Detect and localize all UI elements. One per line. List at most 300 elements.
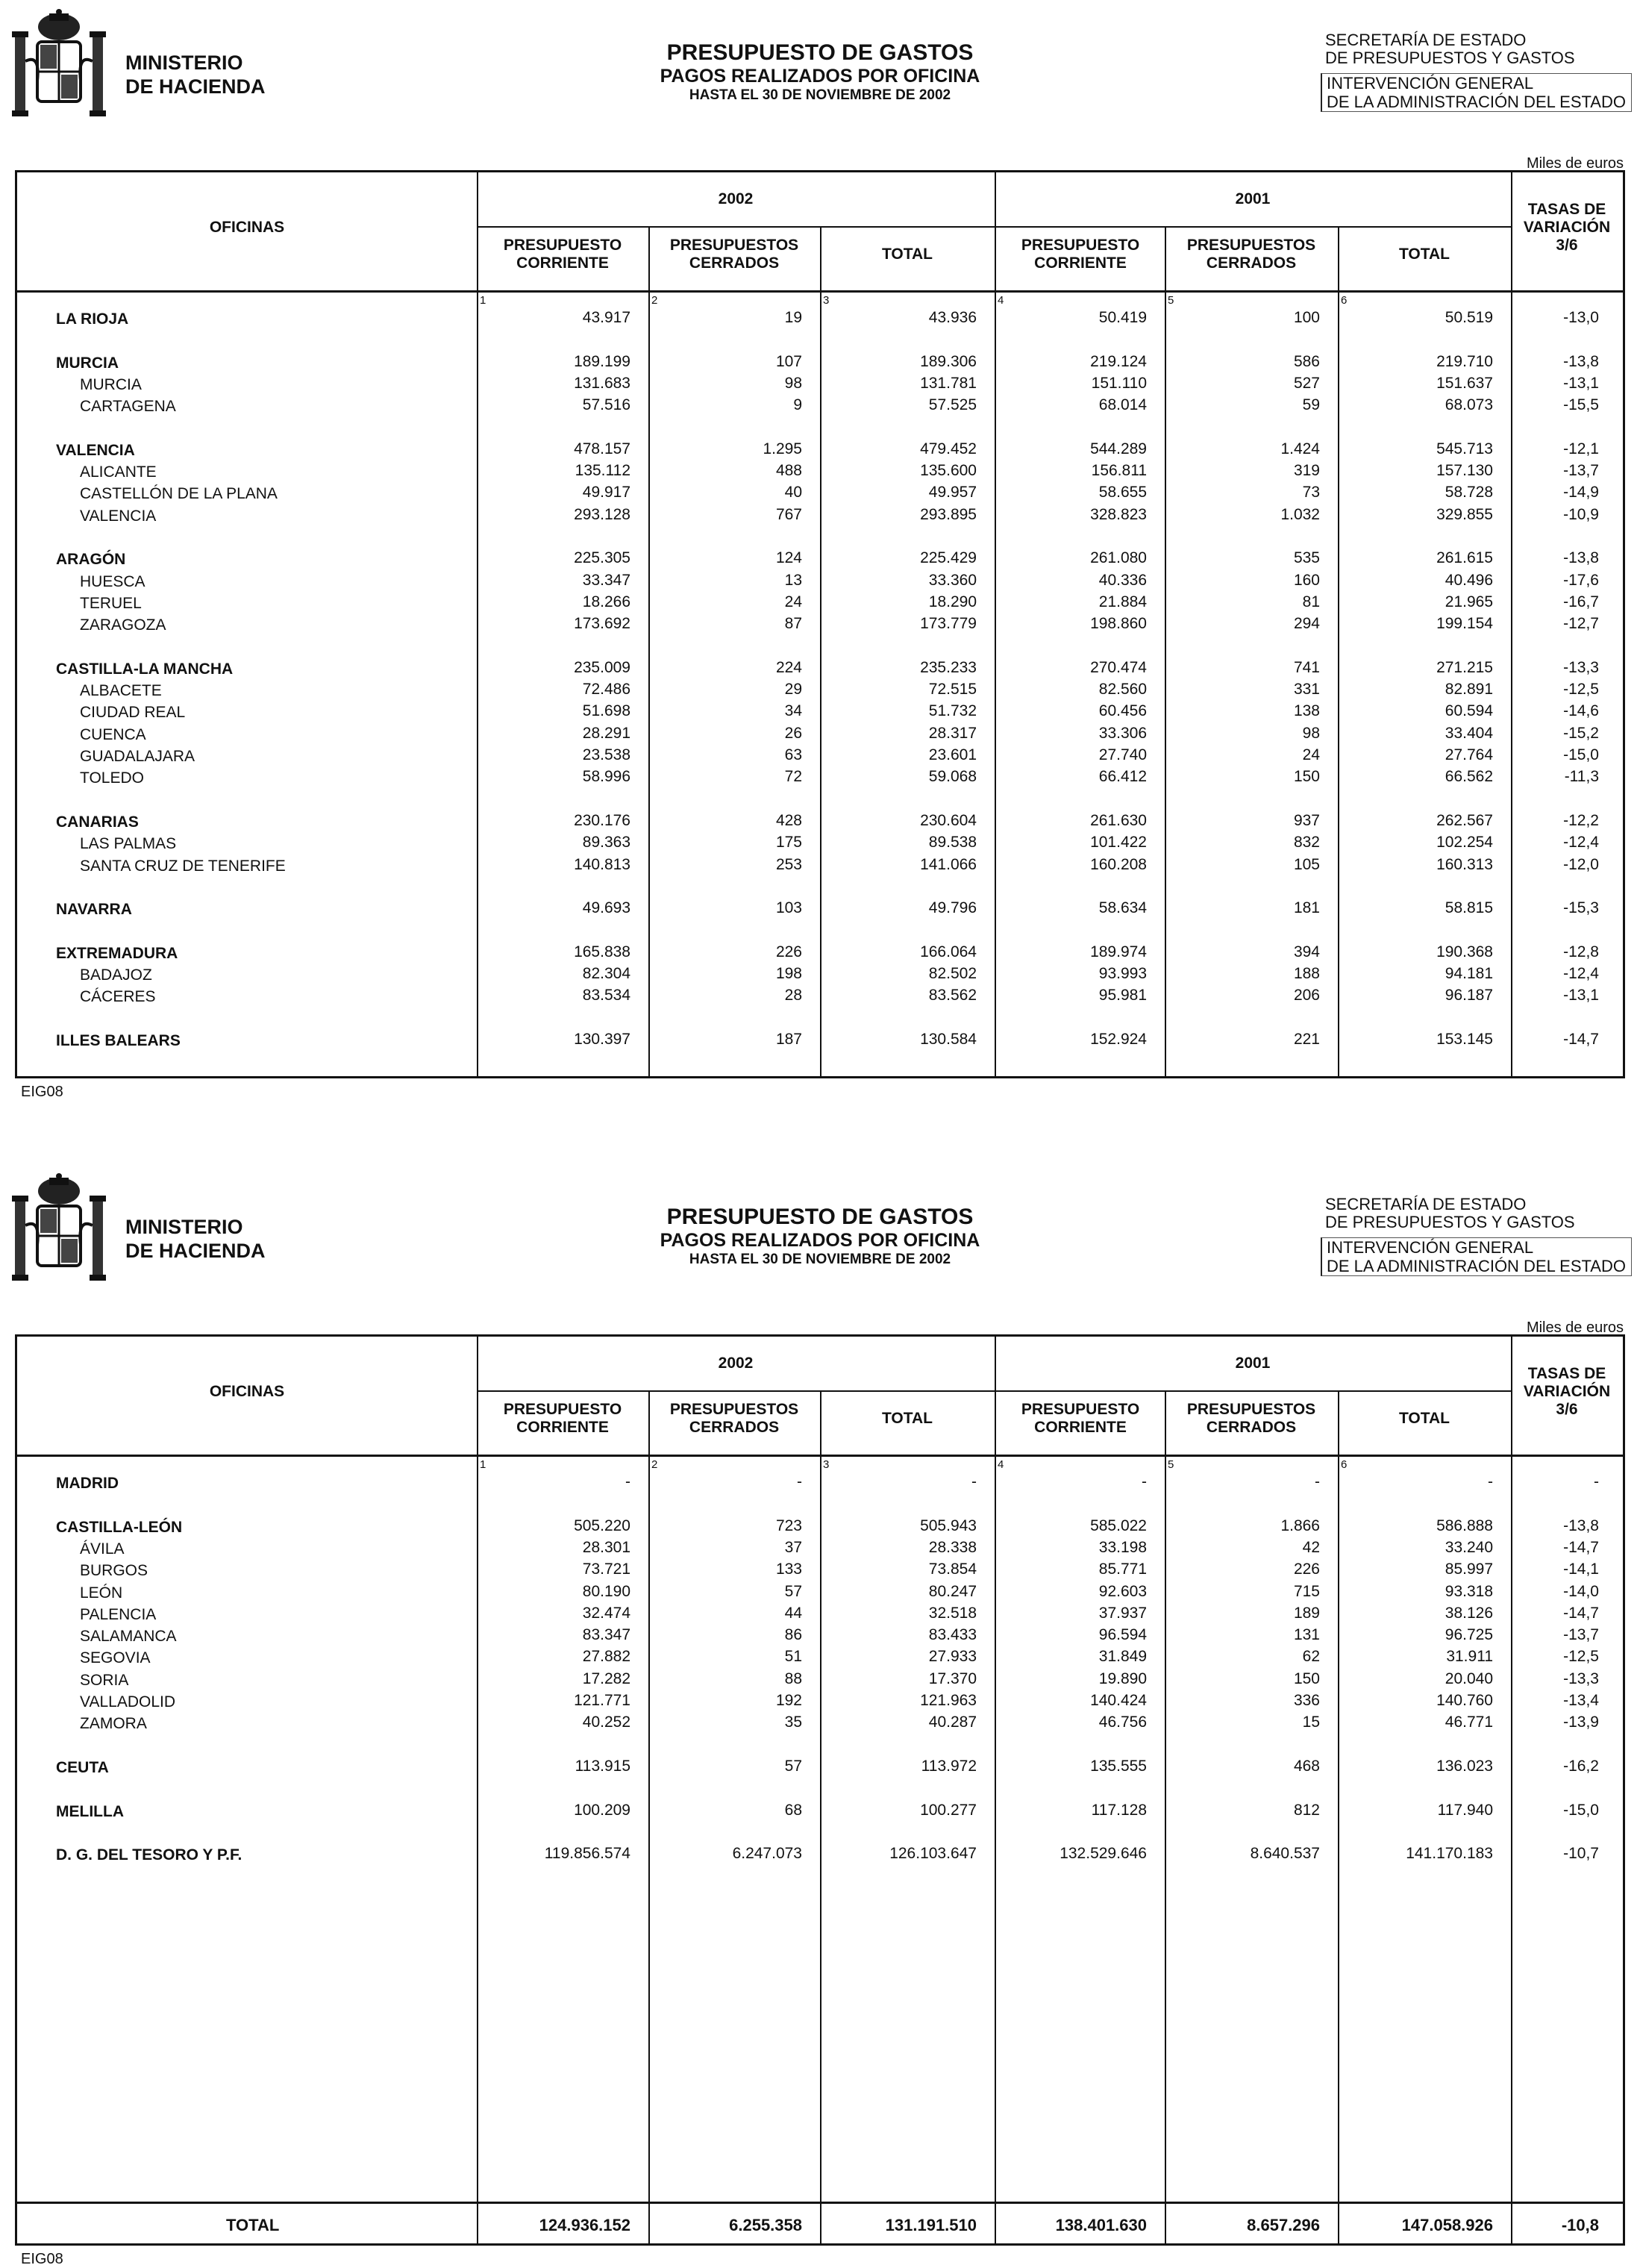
cell-value: 198	[775, 965, 802, 982]
cell-value: 767	[775, 505, 802, 523]
cell-value: 28.291	[582, 724, 630, 742]
cell-value: 121.771	[574, 1692, 630, 1709]
cell-value: 42	[1302, 1538, 1320, 1556]
cell-value: -14,7	[1563, 1604, 1599, 1622]
header-pres-corriente-2002: PRESUPUESTO CORRIENTE	[503, 1401, 622, 1436]
cell-value: -10,9	[1563, 505, 1599, 523]
cell-value: 31.911	[1446, 1648, 1493, 1666]
cell-value: 51.732	[928, 702, 977, 720]
title-line-3: HASTA EL 30 DE NOVIEMBRE DE 2002	[689, 87, 951, 103]
table-row	[17, 766, 1623, 788]
cell-value: 93.993	[1098, 965, 1147, 982]
cell-value: 190.368	[1436, 943, 1493, 960]
page-2	[0, 1164, 1640, 2266]
cell-value: -14,7	[1563, 1030, 1599, 1048]
cell-value: 19.890	[1098, 1669, 1147, 1687]
cell-value: -13,1	[1563, 374, 1599, 392]
cell-value: 468	[1293, 1757, 1320, 1775]
cell-value: 165.838	[574, 943, 630, 960]
payments-table	[15, 1334, 1625, 2246]
cell-value: 80.247	[928, 1582, 977, 1600]
cell-value: 18.290	[928, 593, 977, 610]
cell-value: 230.176	[574, 811, 630, 829]
cell-value: 271.215	[1436, 658, 1493, 676]
cell-value: 152.924	[1090, 1030, 1147, 1048]
cell-value: 336	[1293, 1692, 1320, 1709]
cell-value: 105	[1293, 855, 1320, 873]
cell-value: 230.604	[920, 811, 977, 829]
cell-value: 51	[784, 1648, 802, 1666]
cell-value: 73.854	[928, 1561, 977, 1578]
total-value: 147.058.926	[1401, 2216, 1493, 2234]
table-row	[17, 1843, 1623, 1865]
cell-value: 35	[784, 1714, 802, 1731]
header-total-2002: TOTAL	[881, 246, 933, 263]
cell-value: 505.943	[920, 1516, 977, 1534]
cell-value: 221	[1293, 1030, 1320, 1048]
cell-value: 151.637	[1436, 374, 1493, 392]
office-name: CANARIAS	[56, 813, 139, 831]
col-num-1: 1	[480, 294, 486, 307]
table-row	[17, 1581, 1623, 1603]
cell-value: 140.760	[1436, 1692, 1493, 1709]
table-row	[17, 504, 1623, 526]
cell-value: 135.555	[1090, 1757, 1147, 1775]
cell-value: 83.433	[928, 1626, 977, 1644]
cell-value: 58.728	[1445, 484, 1493, 502]
header-pres-cerrados-2001: PRESUPUESTOS CERRADOS	[1186, 1401, 1316, 1436]
table-row	[17, 1029, 1623, 1051]
cell-value: 253	[775, 855, 802, 873]
header-total-2001: TOTAL	[1398, 246, 1450, 263]
cell-value: 58.655	[1098, 484, 1147, 502]
cell-value: -13,1	[1563, 987, 1599, 1005]
cell-value: 181	[1293, 899, 1320, 917]
table-row	[17, 1559, 1623, 1581]
cell-value: 88	[784, 1669, 802, 1687]
cell-value: -13,8	[1563, 352, 1599, 370]
cell-value: 86	[784, 1626, 802, 1644]
cell-value: 270.474	[1090, 658, 1147, 676]
cell-value: 28.301	[582, 1538, 630, 1556]
table-row	[17, 1472, 1623, 1493]
cell-value: 189.199	[574, 352, 630, 370]
col-num-5: 5	[1168, 1458, 1174, 1471]
header-pres-corriente-2001: PRESUPUESTO CORRIENTE	[1021, 1401, 1140, 1436]
header-tasas: TASAS DE VARIACIÓN 3/6	[1523, 1365, 1611, 1418]
cell-value: 82.560	[1098, 681, 1147, 699]
cell-value: 812	[1293, 1801, 1320, 1819]
cell-value: 1.866	[1280, 1516, 1320, 1534]
table-row	[17, 1516, 1623, 1537]
cell-value: 62	[1302, 1648, 1320, 1666]
header-pres-corriente-2002: PRESUPUESTO CORRIENTE	[503, 237, 622, 272]
cell-value: 135.600	[920, 462, 977, 480]
ministry-line-2: DE HACIENDA	[125, 75, 266, 98]
title-line-1: PRESUPUESTO DE GASTOS	[666, 1205, 974, 1229]
cell-value: 21.884	[1098, 593, 1147, 610]
table-row	[17, 592, 1623, 613]
cell-value: -	[971, 1473, 977, 1490]
cell-value: 44	[784, 1604, 802, 1622]
cell-value: 72.486	[582, 681, 630, 699]
cell-value: 57	[784, 1582, 802, 1600]
cell-value: 85.771	[1098, 1561, 1147, 1578]
cell-value: -15,5	[1563, 396, 1599, 414]
cell-value: 1.424	[1280, 440, 1320, 457]
cell-value: 117.128	[1091, 1801, 1147, 1819]
cell-value: -16,2	[1563, 1757, 1599, 1775]
header-year-2002: 2002	[718, 190, 754, 207]
cell-value: 46.756	[1098, 1714, 1147, 1731]
table-row	[17, 855, 1623, 876]
intervencion-line-1: INTERVENCIÓN GENERAL	[1327, 1238, 1534, 1257]
cell-value: 586.888	[1436, 1516, 1493, 1534]
cell-value: 126.103.647	[889, 1845, 977, 1863]
cell-value: 479.452	[920, 440, 977, 457]
cell-value: 33.306	[1098, 724, 1147, 742]
cell-value: 293.128	[574, 505, 630, 523]
secretaria-block	[1325, 31, 1575, 67]
table-row	[17, 613, 1623, 635]
cell-value: 585.022	[1090, 1516, 1147, 1534]
office-name: HUESCA	[80, 572, 145, 590]
cell-value: 173.692	[574, 615, 630, 633]
cell-value: 199.154	[1436, 615, 1493, 633]
cell-value: 219.710	[1436, 352, 1493, 370]
cell-value: -	[1488, 1473, 1493, 1490]
cell-value: -17,6	[1563, 571, 1599, 589]
cell-value: 49.693	[582, 899, 630, 917]
cell-value: 58.634	[1098, 899, 1147, 917]
table-row	[17, 1690, 1623, 1712]
cell-value: -	[797, 1473, 802, 1490]
header-pres-corriente-2001: PRESUPUESTO CORRIENTE	[1021, 237, 1140, 272]
cell-value: 103	[775, 899, 802, 917]
cell-value: 27.740	[1098, 746, 1147, 763]
cell-value: 187	[775, 1030, 802, 1048]
cell-value: 23.601	[928, 746, 977, 763]
cell-value: 132.529.646	[1060, 1845, 1147, 1863]
table-row	[17, 373, 1623, 395]
cell-value: 28.338	[928, 1538, 977, 1556]
header-year-2001: 2001	[1235, 190, 1271, 207]
table-row	[17, 1603, 1623, 1625]
cell-value: 26	[784, 724, 802, 742]
cell-value: 82.502	[928, 965, 977, 982]
secretaria-line-1: SECRETARÍA DE ESTADO	[1325, 1195, 1527, 1213]
cell-value: 224	[775, 658, 802, 676]
table-row	[17, 1646, 1623, 1668]
cell-value: 1.032	[1280, 505, 1320, 523]
office-name: ALICANTE	[80, 463, 157, 481]
cell-value: 8.640.537	[1250, 1845, 1320, 1863]
cell-value: 527	[1293, 374, 1320, 392]
cell-value: 9	[793, 396, 802, 414]
office-name: TOLEDO	[80, 769, 144, 787]
cell-value: 73.721	[582, 1561, 630, 1578]
cell-value: 157.130	[1436, 462, 1493, 480]
intervencion-line-2: DE LA ADMINISTRACIÓN DEL ESTADO	[1327, 1257, 1626, 1275]
cell-value: 98	[1302, 724, 1320, 742]
cell-value: 24	[784, 593, 802, 610]
cell-value: 937	[1293, 811, 1320, 829]
cell-value: -15,0	[1563, 746, 1599, 763]
office-name: ZARAGOZA	[80, 616, 166, 634]
cell-value: 723	[775, 1516, 802, 1534]
table-row	[17, 548, 1623, 569]
office-name: ARAGÓN	[56, 551, 126, 569]
cell-value: 83.347	[582, 1626, 630, 1644]
cell-value: 160	[1293, 571, 1320, 589]
table-row	[17, 307, 1623, 329]
cell-value: 329.855	[1436, 505, 1493, 523]
table-row	[17, 1712, 1623, 1734]
cell-value: 21.965	[1445, 593, 1493, 610]
office-name: CASTILLA-LA MANCHA	[56, 660, 234, 678]
cell-value: -14,6	[1563, 702, 1599, 720]
total-label: TOTAL	[226, 2216, 280, 2234]
title-line-2: PAGOS REALIZADOS POR OFICINA	[660, 1230, 980, 1251]
cell-value: 545.713	[1436, 440, 1493, 457]
cell-value: -15,3	[1563, 899, 1599, 917]
title-line-2: PAGOS REALIZADOS POR OFICINA	[660, 66, 980, 87]
col-num-2: 2	[651, 1458, 658, 1471]
table-row	[17, 1800, 1623, 1822]
header-year-2001: 2001	[1235, 1355, 1271, 1372]
cell-value: 40.287	[928, 1714, 977, 1731]
cell-value: 60.594	[1445, 702, 1493, 720]
cell-value: 428	[775, 811, 802, 829]
total-value: 124.936.152	[539, 2216, 630, 2234]
col-num-1: 1	[480, 1458, 486, 1471]
cell-value: 17.282	[582, 1669, 630, 1687]
cell-value: 136.023	[1436, 1757, 1493, 1775]
cell-value: 40.336	[1098, 571, 1147, 589]
cell-value: 189	[1293, 1604, 1320, 1622]
office-name: CARTAGENA	[80, 398, 176, 416]
cell-value: 113.915	[575, 1757, 630, 1775]
cell-value: 150	[1293, 1669, 1320, 1687]
cell-value: 261.080	[1090, 549, 1147, 567]
cell-value: 133	[775, 1561, 802, 1578]
cell-value: 175	[775, 834, 802, 852]
table-body	[17, 293, 1623, 1076]
cell-value: 85.997	[1445, 1561, 1493, 1578]
cell-value: 28	[784, 987, 802, 1005]
cell-value: 31.849	[1098, 1648, 1147, 1666]
cell-value: 95.981	[1098, 987, 1147, 1005]
cell-value: 50.419	[1098, 309, 1147, 326]
cell-value: 96.187	[1445, 987, 1493, 1005]
secretaria-line-2: DE PRESUPUESTOS Y GASTOS	[1325, 1213, 1575, 1231]
office-name: SORIA	[80, 1671, 129, 1689]
office-name: CEUTA	[56, 1758, 109, 1776]
cell-value: 294	[1293, 615, 1320, 633]
table-header	[17, 1337, 1623, 1457]
cell-value: 50.519	[1445, 309, 1493, 326]
cell-value: 96.594	[1098, 1626, 1147, 1644]
cell-value: 89.538	[928, 834, 977, 852]
cell-value: 51.698	[582, 702, 630, 720]
cell-value: 130.584	[920, 1030, 977, 1048]
cell-value: 33.404	[1445, 724, 1493, 742]
cell-value: 49.957	[928, 484, 977, 502]
cell-value: -13,3	[1563, 658, 1599, 676]
cell-value: 117.940	[1437, 1801, 1493, 1819]
cell-value: 226	[775, 943, 802, 960]
table-row	[17, 942, 1623, 963]
cell-value: 94.181	[1445, 965, 1493, 982]
cell-value: 100.277	[920, 1801, 977, 1819]
total-value: 8.657.296	[1247, 2216, 1320, 2234]
cell-value: 40.496	[1445, 571, 1493, 589]
office-name: MURCIA	[80, 375, 142, 393]
cell-value: -13,7	[1563, 1626, 1599, 1644]
cell-value: 715	[1293, 1582, 1320, 1600]
cell-value: 27.882	[582, 1648, 630, 1666]
cell-value: 83.534	[582, 987, 630, 1005]
col-num-6: 6	[1341, 1458, 1348, 1471]
office-name: GUADALAJARA	[80, 748, 195, 765]
header-tasas: TASAS DE VARIACIÓN 3/6	[1523, 201, 1611, 254]
cell-value: 586	[1293, 352, 1320, 370]
cell-value: 138	[1293, 702, 1320, 720]
office-name: CIUDAD REAL	[80, 704, 186, 722]
cell-value: 153.145	[1436, 1030, 1493, 1048]
total-value: 6.255.358	[729, 2216, 802, 2234]
cell-value: 131.683	[574, 374, 630, 392]
cell-value: 19	[784, 309, 802, 326]
cell-value: 832	[1293, 834, 1320, 852]
cell-value: 33.347	[582, 571, 630, 589]
cell-value: 101.422	[1090, 834, 1147, 852]
units-label: Miles de euros	[1526, 1319, 1624, 1336]
office-name: EXTREMADURA	[56, 944, 178, 962]
cell-value: 124	[775, 549, 802, 567]
table-row	[17, 1756, 1623, 1778]
table-row	[17, 570, 1623, 592]
cell-value: 235.009	[574, 658, 630, 676]
cell-value: -13,4	[1563, 1692, 1599, 1709]
cell-value: 32.474	[582, 1604, 630, 1622]
secretaria-line-2: DE PRESUPUESTOS Y GASTOS	[1325, 49, 1575, 67]
cell-value: 15	[1302, 1714, 1320, 1731]
office-name: ILLES BALEARS	[56, 1031, 181, 1049]
cell-value: 741	[1293, 658, 1320, 676]
cell-value: 119.856.574	[544, 1845, 630, 1863]
col-num-6: 6	[1341, 294, 1348, 307]
office-name: PALENCIA	[80, 1605, 157, 1623]
cell-value: 33.240	[1445, 1538, 1493, 1556]
cell-value: 151.110	[1091, 374, 1147, 392]
office-name: BURGOS	[80, 1562, 148, 1580]
table-row	[17, 1537, 1623, 1559]
cell-value: -12,5	[1563, 681, 1599, 699]
intervencion-line-2: DE LA ADMINISTRACIÓN DEL ESTADO	[1327, 93, 1626, 111]
table-row	[17, 1669, 1623, 1690]
total-row	[17, 2202, 1623, 2246]
cell-value: -11,3	[1564, 768, 1599, 786]
office-name: MELILLA	[56, 1802, 124, 1820]
cell-value: -12,0	[1563, 855, 1599, 873]
header-oficinas: OFICINAS	[209, 1383, 285, 1400]
cell-value: 82.891	[1445, 681, 1493, 699]
office-name: SALAMANCA	[80, 1628, 177, 1646]
cell-value: 18.266	[582, 593, 630, 610]
cell-value: 544.289	[1090, 440, 1147, 457]
col-num-4: 4	[998, 294, 1004, 307]
table-row	[17, 352, 1623, 373]
header-year-2002: 2002	[718, 1355, 754, 1372]
title-line-3: HASTA EL 30 DE NOVIEMBRE DE 2002	[689, 1252, 951, 1267]
office-name: MURCIA	[56, 354, 119, 372]
cell-value: -13,8	[1563, 1516, 1599, 1534]
header-pres-cerrados-2001: PRESUPUESTOS CERRADOS	[1186, 237, 1316, 272]
cell-value: -12,8	[1563, 943, 1599, 960]
table-row	[17, 657, 1623, 679]
title-line-1: PRESUPUESTO DE GASTOS	[666, 40, 974, 65]
office-name: ZAMORA	[80, 1715, 147, 1733]
cell-value: 173.779	[920, 615, 977, 633]
cell-value: 225.429	[920, 549, 977, 567]
cell-value: 27.933	[928, 1648, 977, 1666]
office-name: CASTELLÓN DE LA PLANA	[80, 485, 278, 503]
cell-value: 33.360	[928, 571, 977, 589]
cell-value: 535	[1293, 549, 1320, 567]
cell-value: -14,7	[1563, 1538, 1599, 1556]
table-row	[17, 898, 1623, 919]
col-num-3: 3	[823, 1458, 830, 1471]
cell-value: 192	[775, 1692, 802, 1709]
cell-value: 113.972	[921, 1757, 977, 1775]
cell-value: 87	[784, 615, 802, 633]
cell-value: 40	[784, 484, 802, 502]
office-name: CÁCERES	[80, 988, 156, 1006]
cell-value: 141.170.183	[1406, 1845, 1493, 1863]
cell-value: 189.974	[1090, 943, 1147, 960]
table-row	[17, 745, 1623, 766]
cell-value: 96.725	[1445, 1626, 1493, 1644]
cell-value: 59.068	[928, 768, 977, 786]
ministry-line-1: MINISTERIO	[125, 1216, 243, 1238]
header-pres-cerrados-2002: PRESUPUESTOS CERRADOS	[669, 1401, 799, 1436]
cell-value: 68	[784, 1801, 802, 1819]
office-name: BADAJOZ	[80, 966, 152, 984]
office-name: SANTA CRUZ DE TENERIFE	[80, 857, 286, 875]
cell-value: -13,8	[1563, 549, 1599, 567]
office-name: ÁVILA	[80, 1540, 125, 1558]
header-oficinas: OFICINAS	[209, 219, 285, 236]
cell-value: 100	[1293, 309, 1320, 326]
office-name: TERUEL	[80, 594, 142, 612]
cell-value: -13,3	[1563, 1669, 1599, 1687]
cell-value: 150	[1293, 768, 1320, 786]
cell-value: 98	[784, 374, 802, 392]
cell-value: 328.823	[1090, 505, 1147, 523]
footer-code: EIG08	[21, 1084, 63, 1100]
cell-value: 38.126	[1445, 1604, 1493, 1622]
cell-value: 160.313	[1436, 855, 1493, 873]
table-row	[17, 985, 1623, 1007]
cell-value: 107	[775, 352, 802, 370]
cell-value: 140.813	[574, 855, 630, 873]
office-name: CUENCA	[80, 725, 146, 743]
table-header	[17, 172, 1623, 293]
cell-value: 73	[1302, 484, 1320, 502]
cell-value: 34	[784, 702, 802, 720]
secretaria-line-1: SECRETARÍA DE ESTADO	[1325, 31, 1527, 49]
